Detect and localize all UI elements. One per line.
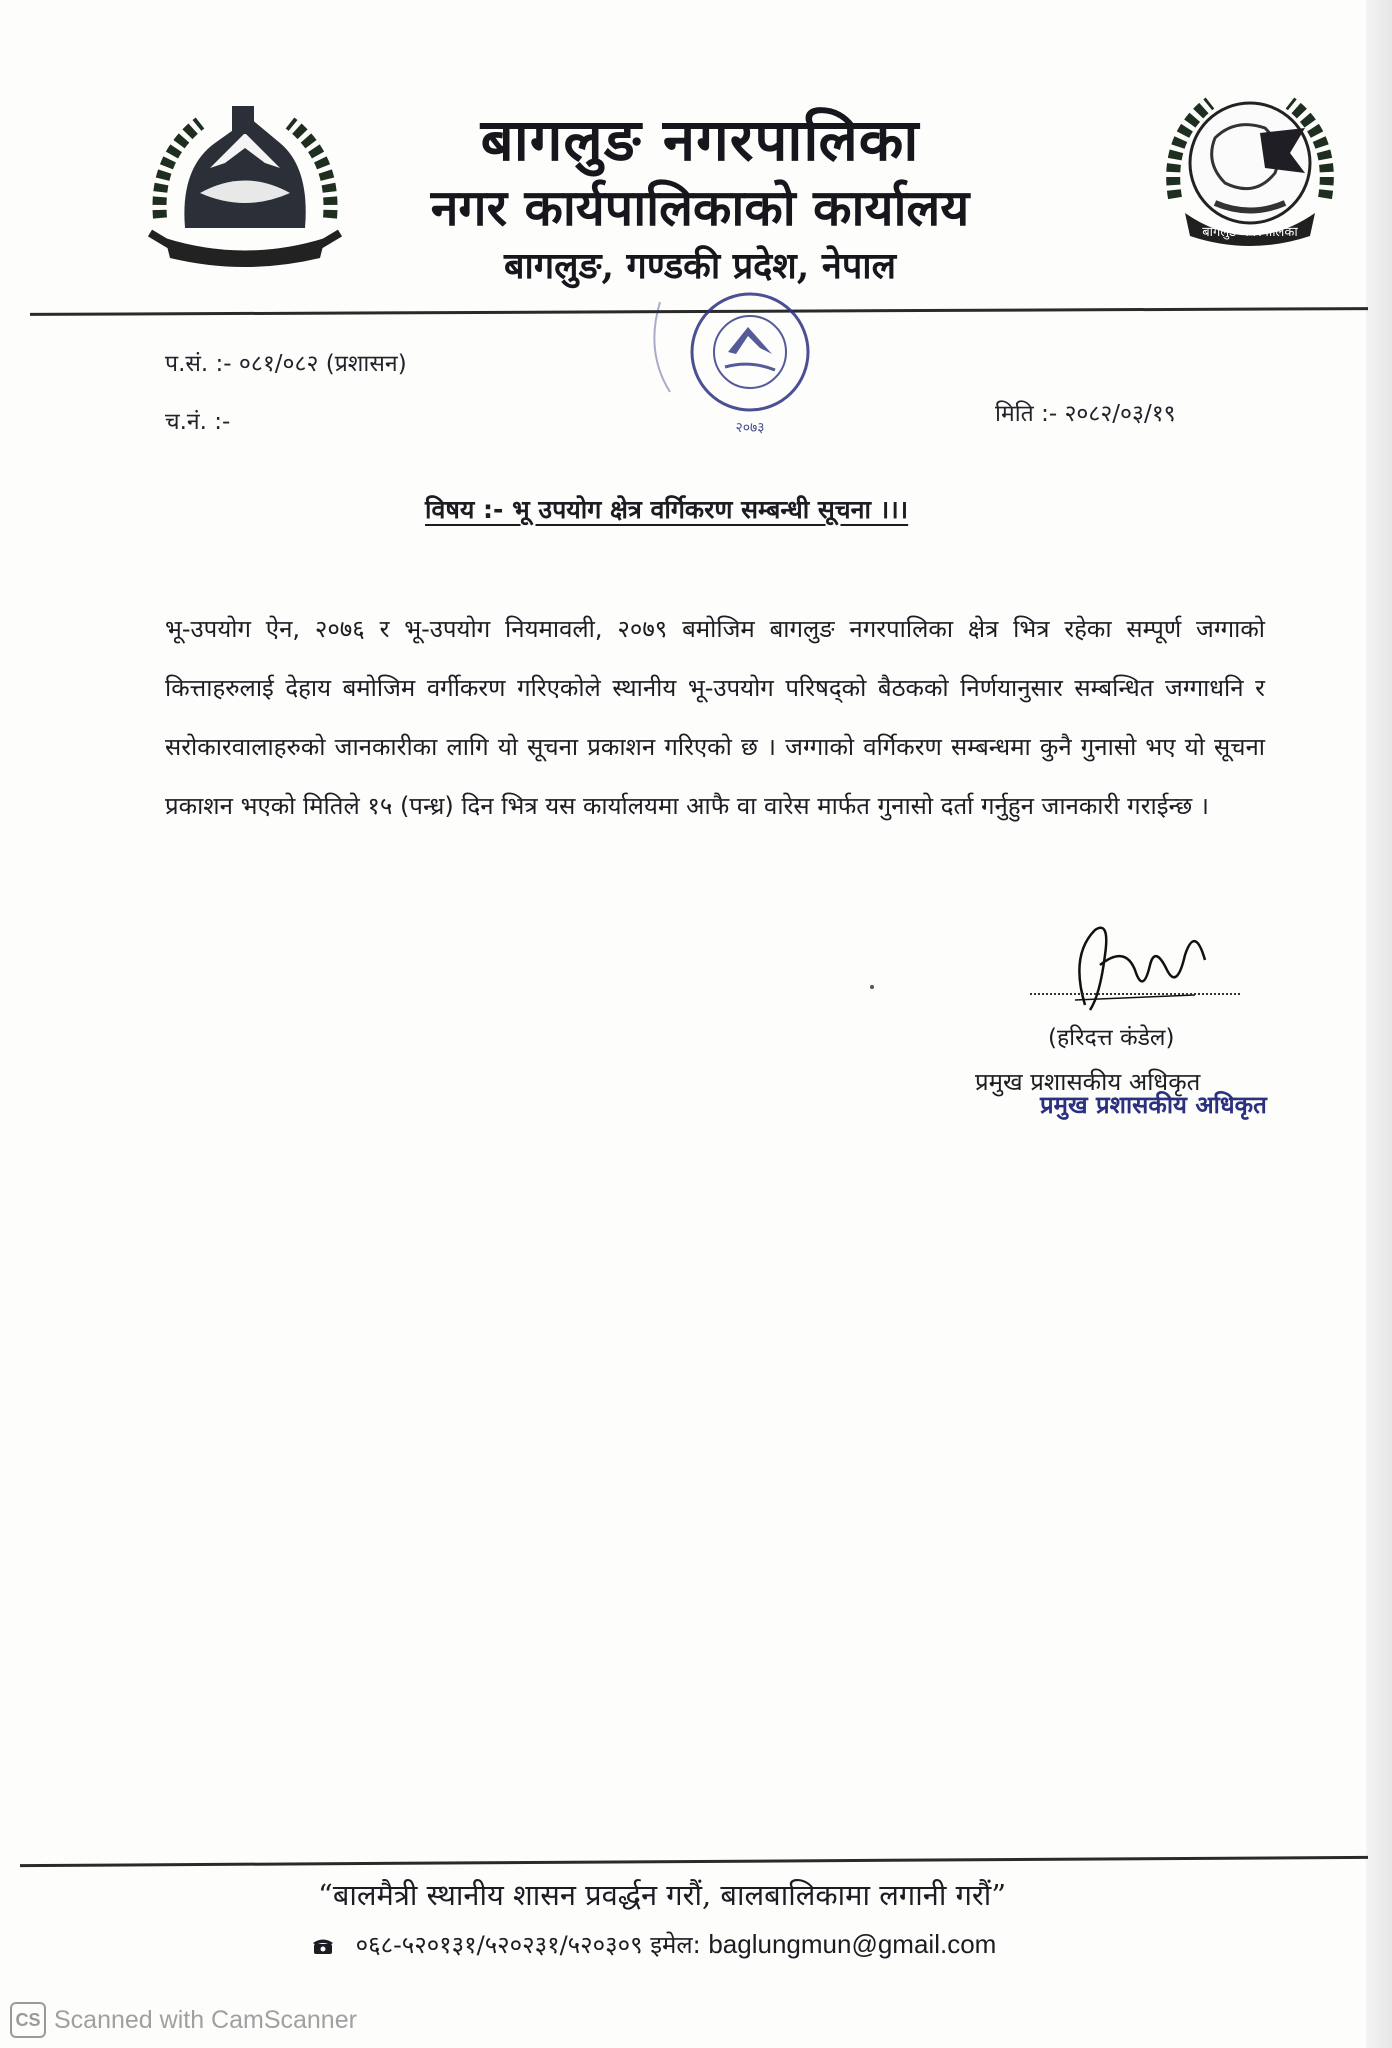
signatory-title-stamp: प्रमुख प्रशासकीय अधिकृत: [1040, 1091, 1267, 1119]
office-seal-stamp: [640, 282, 860, 452]
footer-divider: [20, 1856, 1368, 1867]
reference-number: प.सं. :- ०८१/०८२ (प्रशासन): [165, 351, 407, 377]
signatory-title: प्रमुख प्रशासकीय अधिकृत: [975, 1068, 1201, 1096]
phone-icon: [312, 1933, 334, 1951]
signature-line: [1030, 993, 1240, 995]
footer-phones: ०६८-५२०१३१/५२०२३१/५२०३०९: [355, 1931, 643, 1959]
camscanner-logo-icon: CS: [10, 2002, 46, 2038]
scanner-watermark-text: Scanned with CamScanner: [54, 2005, 357, 2034]
svg-text:२०७३: २०७३: [735, 420, 765, 436]
municipality-logo-icon: [1155, 78, 1345, 258]
office-name: नगर कार्यपालिकाको कार्यालय: [430, 178, 970, 237]
page-edge-shadow: [1366, 0, 1392, 2048]
logo-ribbon-text: बागलुङ नगरपालिका: [1202, 225, 1298, 240]
notice-body: भू-उपयोग ऐन, २०७६ र भू-उपयोग नियमावली, २०७९ बमोजिम बागलुङ नगरपालिका क्षेत्र भित्र रहेका सम्पूर्ण जग्गाको कित्ताहरुलाई देहाय बमोजिम वर्गीकरण गरिएकोले स्थानीय भू-उपयोग परिषद्को बैठकको निर्णयानुसार सम्बन्धित जग्गाधनि र सरोकारवालाहरुको जानकारीका लागि यो सूचना प्रकाशन गरिएको छ । जग्गाको वर्गिकरण सम्बन्धमा कुनै गुनासो भए यो सूचना प्रकाशन भएको मितिले १५ (पन्ध्र) दिन भित्र यस कार्यालयमा आफै वा वारेस मार्फत गुनासो दर्ता गर्नुहुन जानकारी गराईन्छ ।: [165, 615, 1265, 820]
footer-slogan: “बालमैत्री स्थानीय शासन प्रवर्द्धन गरौं, बालबालिकामा लगानी गरौं”: [318, 1878, 1007, 1912]
letter-date: मिति :- २०८२/०३/१९: [995, 401, 1176, 427]
footer-email: baglungmun@gmail.com: [708, 1929, 997, 1959]
office-address: बागलुङ, गण्डकी प्रदेश, नेपाल: [504, 245, 896, 287]
letter-subject: विषय :- भू उपयोग क्षेत्र वर्गिकरण सम्बन्धी सूचना ।।।: [425, 495, 909, 524]
footer-contact: [312, 1928, 996, 1961]
scanner-watermark: [10, 2000, 357, 2040]
footer-email-label: इमेल:: [650, 1931, 701, 1959]
dispatch-number: च.नं. :-: [165, 409, 231, 435]
municipality-name: बागलुङ नगरपालिका: [480, 106, 920, 174]
signatory-name: (हरिदत्त कंडेल): [1048, 1025, 1175, 1051]
signature-mark: [1055, 915, 1215, 1025]
stray-mark: [870, 985, 874, 989]
